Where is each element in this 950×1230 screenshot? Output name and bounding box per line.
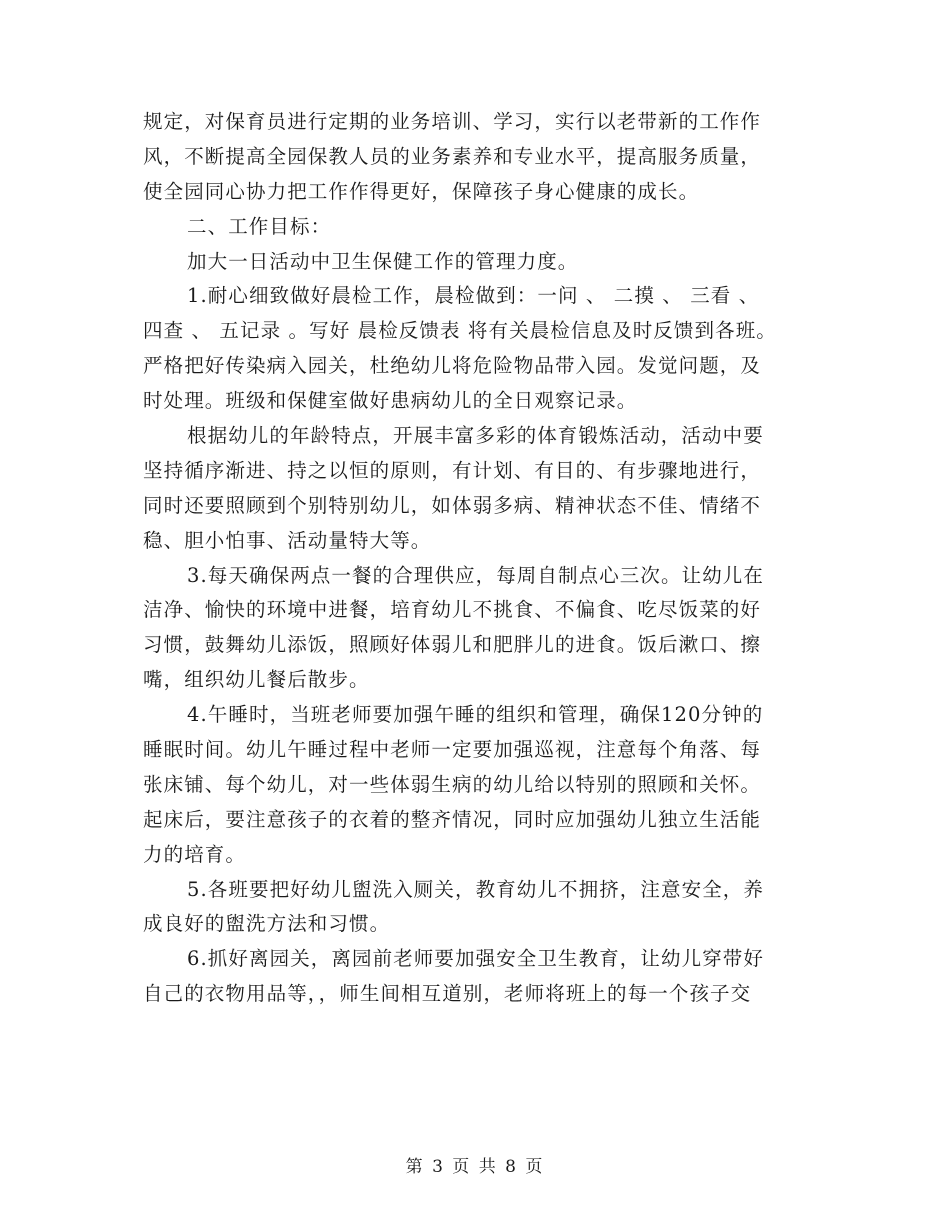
text-line: 加大一日活动中卫生保健工作的管理力度。 — [187, 249, 579, 273]
text-line: 成良好的盥洗方法和习惯。 — [143, 912, 391, 936]
body-text — [143, 105, 813, 1012]
text-line: 4.午睡时，当班老师要加强午睡的组织和管理，确保120分钟的 — [187, 703, 764, 727]
text-line: 稳、胆小怕事、活动量特大等。 — [143, 528, 432, 552]
text-line: 嘴，组织幼儿餐后散步。 — [143, 668, 370, 692]
text-line: 风，不断提高全园保教人员的业务素养和专业水平，提高服务质量， — [143, 144, 762, 168]
text-line: 5.各班要把好幼儿盥洗入厕关，教育幼儿不拥挤，注意安全，养 — [187, 877, 765, 901]
text-line: 习惯，鼓舞幼儿添饭，照顾好体弱儿和肥胖儿的进食。饭后漱口、擦 — [143, 633, 762, 657]
text-line: 四查 、 五记录 。写好 晨检反馈表 将有关晨检信息及时反馈到各班。 — [143, 319, 777, 343]
text-line: 自己的衣物用品等，，师生间相互道别，老师将班上的每一个孩子交 — [143, 982, 752, 1006]
text-line: 洁净、愉快的环境中进餐，培育幼儿不挑食、不偏食、吃尽饭菜的好 — [143, 598, 762, 622]
text-line: 睡眠时间。幼儿午睡过程中老师一定要加强巡视，注意每个角落、每 — [143, 738, 762, 762]
text-line: 根据幼儿的年龄特点，开展丰富多彩的体育锻炼活动，活动中要 — [187, 424, 764, 448]
text-line: 规定，对保育员进行定期的业务培训、学习，实行以老带新的工作作 — [143, 110, 762, 133]
text-line: 严格把好传染病入园关，杜绝幼儿将危险物品带入园。发觉问题，及 — [143, 354, 762, 378]
text-line: 坚持循序渐进、持之以恒的原则，有计划、有目的、有步骤地进行， — [143, 458, 762, 482]
text-line: 6.抓好离园关，离园前老师要加强安全卫生教育，让幼儿穿带好 — [187, 947, 765, 971]
text-line: 力的培育。 — [143, 842, 247, 866]
page-number-footer: 第 3 页 共 8 页 — [405, 1157, 545, 1177]
text-line: 张床铺、每个幼儿，对一些体弱生病的幼儿给以特别的照顾和关怀。 — [143, 772, 762, 796]
text-line: 时处理。班级和保健室做好患病幼儿的全日观察记录。 — [143, 389, 638, 413]
text-line: 使全园同心协力把工作作得更好，保障孩子身心健康的成长。 — [143, 179, 700, 203]
text-line: 1.耐心细致做好晨检工作，晨检做到：一问 、 二摸 、 三看 、 — [187, 284, 760, 308]
text-line: 起床后，要注意孩子的衣着的整齐情况，同时应加强幼儿独立生活能 — [143, 807, 762, 831]
text-line: 3.每天确保两点一餐的合理供应，每周自制点心三次。让幼儿在 — [187, 563, 765, 587]
text-line: 同时还要照顾到个别特别幼儿，如体弱多病、精神状态不佳、情绪不 — [143, 493, 762, 517]
section-heading: 二、工作目标： — [187, 214, 332, 238]
